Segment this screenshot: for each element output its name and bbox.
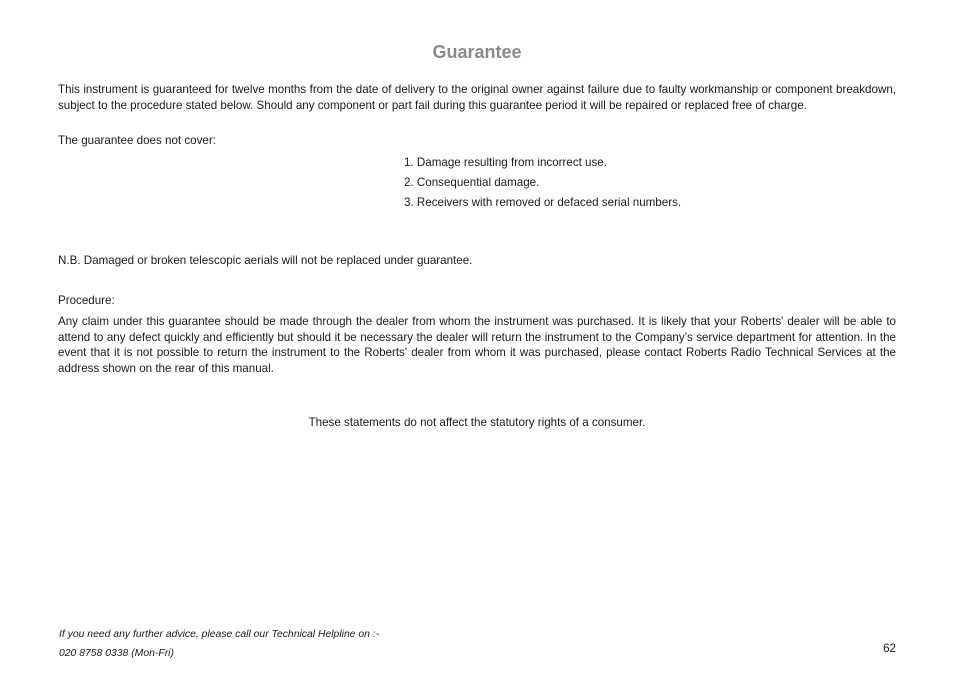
nb-note: N.B. Damaged or broken telescopic aerials will not be replaced under guarantee.	[58, 254, 473, 267]
not-covered-heading: The guarantee does not cover:	[58, 134, 216, 147]
exclusion-item: 3. Receivers with removed or defaced serial numbers.	[404, 196, 682, 209]
page-number: 62	[883, 642, 896, 655]
exclusion-item: 1. Damage resulting from incorrect use.	[404, 156, 607, 169]
exclusion-item: 2. Consequential damage.	[404, 176, 540, 189]
page-title: Guarantee	[432, 42, 522, 62]
exclusions-list	[404, 153, 681, 213]
helpline-number: 020 8758 0338 (Mon-Fri)	[59, 648, 174, 659]
guarantee-intro-paragraph: This instrument is guaranteed for twelve months from the date of delivery to the original owner against failure due to faulty workmanship or component breakdown, subject to the procedure stated below. Should any component or part fail during this guarantee period it will be repaired or replaced free of charge.	[58, 83, 896, 112]
procedure-label: Procedure:	[58, 294, 115, 307]
helpline-text: If you need any further advice, please call our Technical Helpline on :-	[59, 629, 380, 640]
statutory-note: These statements do not affect the statutory rights of a consumer.	[308, 416, 646, 429]
procedure-paragraph: Any claim under this guarantee should be made through the dealer from whom the instrument was purchased. It is likely that your Roberts' dealer will be able to attend to any defect quickly and efficiently but should it be necessary the dealer will return the instrument to the Company’s service department for attention. In the event that it is not possible to return the instrument to the Roberts' dealer from whom it was purchased, please contact Roberts Radio Technical Services at the address shown on the rear of this manual.	[58, 315, 896, 375]
